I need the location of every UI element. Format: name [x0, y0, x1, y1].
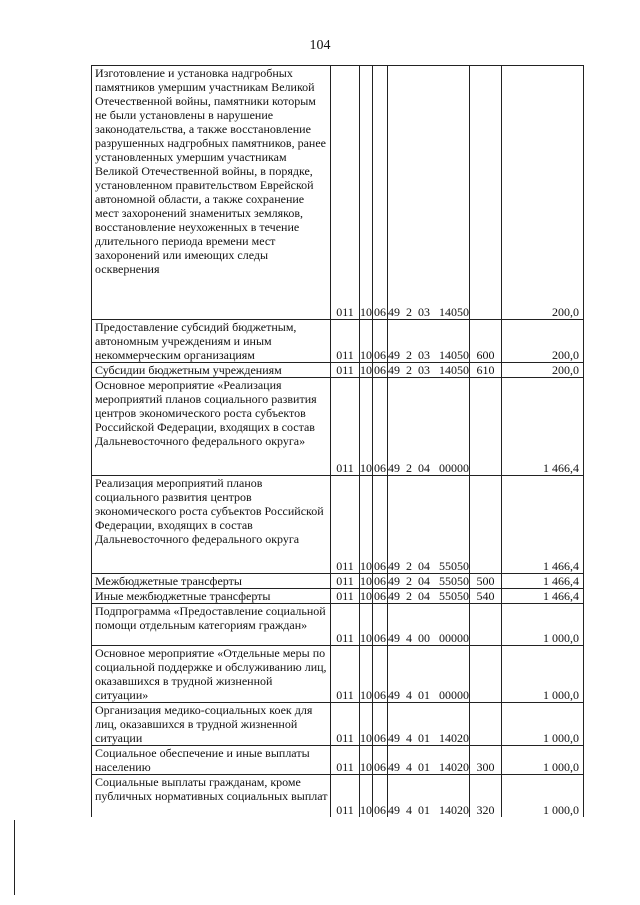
csr-cell	[388, 574, 470, 589]
p3-value: 03	[418, 363, 430, 377]
p4-value: 14020	[439, 760, 469, 774]
p2-value: 4	[406, 688, 412, 702]
rz-cell	[360, 589, 373, 604]
vr-cell	[470, 476, 502, 574]
amount-value: 1 000,0	[543, 760, 579, 774]
row-name	[92, 604, 331, 646]
amount-value: 200,0	[552, 348, 579, 362]
p4-value: 14020	[439, 731, 469, 745]
p4-value: 14050	[439, 348, 469, 362]
name-value: Иные межбюджетные трансферты	[95, 589, 271, 603]
p1-value: 49	[388, 559, 400, 573]
rz-value: 10	[360, 631, 372, 645]
p4-value: 14020	[439, 802, 469, 817]
p1-value: 49	[388, 348, 400, 362]
p4-value: 00000	[439, 461, 469, 475]
rz-value: 10	[360, 589, 372, 603]
pr-value: 06	[374, 688, 386, 702]
name-value: Основное мероприятие «Реализация мероприятий планов социального развития центров экономического роста субъектов Российской Федерации, входящих в состав Дальневосточного федерального округа»	[95, 378, 317, 448]
vr-value: 610	[476, 363, 495, 377]
vr-cell	[470, 775, 502, 817]
name-value: Подпрограмма «Предоставление социальной помощи отдельным категориям граждан»	[95, 604, 326, 632]
rz-cell	[360, 604, 373, 646]
rz-cell	[360, 476, 373, 574]
vr-cell	[470, 746, 502, 775]
csr-cell	[388, 476, 470, 574]
amount-cell	[502, 66, 584, 320]
vr-cell	[470, 66, 502, 320]
rz-value: 10	[360, 688, 372, 702]
row-name	[92, 378, 331, 476]
vr-cell	[470, 574, 502, 589]
p3-value: 03	[418, 305, 430, 319]
row-name	[92, 66, 331, 320]
grbs-cell	[331, 574, 360, 589]
pr-value: 06	[374, 731, 386, 745]
rz-cell	[360, 746, 373, 775]
vr-value: 600	[476, 348, 495, 362]
pr-cell	[373, 646, 388, 703]
table-body	[92, 66, 584, 817]
grbs-value: 011	[336, 574, 354, 588]
amount-cell	[502, 476, 584, 574]
amount-value: 1 000,0	[543, 688, 579, 702]
row-name	[92, 320, 331, 363]
amount-cell	[502, 703, 584, 746]
grbs-value: 011	[336, 731, 354, 745]
table-row	[92, 746, 584, 775]
grbs-cell	[331, 589, 360, 604]
rz-cell	[360, 320, 373, 363]
table-row	[92, 703, 584, 746]
grbs-cell	[331, 604, 360, 646]
amount-value: 1 466,4	[543, 461, 579, 475]
rz-cell	[360, 363, 373, 378]
grbs-cell	[331, 66, 360, 320]
grbs-value: 011	[336, 461, 354, 475]
rz-value: 10	[360, 574, 372, 588]
csr-cell	[388, 646, 470, 703]
p1-value: 49	[388, 589, 400, 603]
amount-value: 200,0	[552, 305, 579, 319]
vr-value: 300	[476, 760, 495, 774]
pr-cell	[373, 589, 388, 604]
amount-value: 1 466,4	[543, 589, 579, 603]
grbs-cell	[331, 646, 360, 703]
pr-value: 06	[374, 363, 386, 377]
rz-value: 10	[360, 760, 372, 774]
pr-value: 06	[374, 631, 386, 645]
name-value: Реализация мероприятий планов социального развития центров экономического роста субъектов Российской Федерации, входящих в состав Дальневосточного федерального округа	[95, 476, 324, 546]
p2-value: 4	[406, 802, 412, 817]
vr-value: 500	[476, 574, 495, 588]
vr-cell	[470, 589, 502, 604]
csr-cell	[388, 604, 470, 646]
pr-cell	[373, 775, 388, 817]
table-row	[92, 320, 584, 363]
amount-cell	[502, 604, 584, 646]
grbs-value: 011	[336, 363, 354, 377]
vr-cell	[470, 646, 502, 703]
csr-cell	[388, 746, 470, 775]
grbs-cell	[331, 320, 360, 363]
p1-value: 49	[388, 305, 400, 319]
p2-value: 4	[406, 631, 412, 645]
grbs-value: 011	[336, 305, 354, 319]
p1-value: 49	[388, 461, 400, 475]
amount-value: 1 000,0	[543, 631, 579, 645]
p3-value: 03	[418, 348, 430, 362]
name-value: Основное мероприятие «Отдельные меры по социальной поддержке и обслуживанию лиц, оказавшихся в трудной жизненной ситуации»	[95, 646, 327, 702]
table-row	[92, 476, 584, 574]
amount-cell	[502, 363, 584, 378]
rz-value: 10	[360, 802, 372, 817]
rz-value: 10	[360, 731, 372, 745]
p1-value: 49	[388, 731, 400, 745]
rz-value: 10	[360, 559, 372, 573]
rz-value: 10	[360, 363, 372, 377]
p3-value: 04	[418, 559, 430, 573]
pr-value: 06	[374, 760, 386, 774]
rz-cell	[360, 378, 373, 476]
p2-value: 2	[406, 363, 412, 377]
p4-value: 14050	[439, 363, 469, 377]
p2-value: 2	[406, 574, 412, 588]
p4-value: 00000	[439, 631, 469, 645]
rz-cell	[360, 775, 373, 817]
rz-value: 10	[360, 305, 372, 319]
grbs-cell	[331, 476, 360, 574]
rz-cell	[360, 66, 373, 320]
pr-value: 06	[374, 802, 386, 817]
pr-cell	[373, 703, 388, 746]
amount-cell	[502, 320, 584, 363]
pr-cell	[373, 363, 388, 378]
grbs-cell	[331, 775, 360, 817]
name-value: Субсидии бюджетным учреждениям	[95, 363, 282, 377]
amount-cell	[502, 589, 584, 604]
table-row	[92, 604, 584, 646]
vr-cell	[470, 703, 502, 746]
table-row	[92, 66, 584, 320]
grbs-cell	[331, 746, 360, 775]
p3-value: 01	[418, 760, 430, 774]
amount-value: 1 000,0	[543, 731, 579, 745]
p2-value: 2	[406, 589, 412, 603]
amount-value: 1 000,0	[543, 802, 579, 817]
grbs-value: 011	[336, 631, 354, 645]
amount-value: 200,0	[552, 363, 579, 377]
pr-cell	[373, 320, 388, 363]
budget-table	[91, 65, 584, 817]
p3-value: 01	[418, 731, 430, 745]
grbs-value: 011	[336, 589, 354, 603]
p4-value: 55050	[439, 589, 469, 603]
grbs-value: 011	[336, 559, 354, 573]
vr-value: 540	[476, 589, 495, 603]
p3-value: 04	[418, 461, 430, 475]
grbs-cell	[331, 703, 360, 746]
row-name	[92, 746, 331, 775]
p1-value: 49	[388, 363, 400, 377]
pr-cell	[373, 574, 388, 589]
pr-cell	[373, 66, 388, 320]
rz-cell	[360, 703, 373, 746]
table-row	[92, 574, 584, 589]
rz-value: 10	[360, 348, 372, 362]
name-value: Организация медико-социальных коек для лиц, оказавшихся в трудной жизненной ситуации	[95, 703, 313, 745]
margin-line	[14, 820, 15, 895]
p3-value: 00	[418, 631, 430, 645]
table-row	[92, 378, 584, 476]
grbs-value: 011	[336, 760, 354, 774]
p1-value: 49	[388, 688, 400, 702]
name-value: Социальные выплаты гражданам, кроме публичных нормативных социальных выплат	[95, 775, 328, 803]
row-name	[92, 476, 331, 574]
p2-value: 2	[406, 305, 412, 319]
pr-cell	[373, 476, 388, 574]
rz-cell	[360, 574, 373, 589]
amount-value: 1 466,4	[543, 574, 579, 588]
rz-cell	[360, 646, 373, 703]
pr-value: 06	[374, 559, 386, 573]
rz-value: 10	[360, 461, 372, 475]
vr-cell	[470, 378, 502, 476]
csr-cell	[388, 66, 470, 320]
amount-cell	[502, 746, 584, 775]
pr-cell	[373, 746, 388, 775]
csr-cell	[388, 589, 470, 604]
p2-value: 4	[406, 760, 412, 774]
p1-value: 49	[388, 760, 400, 774]
p4-value: 00000	[439, 688, 469, 702]
p2-value: 2	[406, 348, 412, 362]
p2-value: 4	[406, 731, 412, 745]
vr-cell	[470, 320, 502, 363]
pr-value: 06	[374, 348, 386, 362]
grbs-value: 011	[336, 802, 354, 817]
name-value: Предоставление субсидий бюджетным, автономным учреждениям и иным некоммерческим организациям	[95, 320, 297, 362]
row-name	[92, 363, 331, 378]
table-row	[92, 363, 584, 378]
p4-value: 14050	[439, 305, 469, 319]
p2-value: 2	[406, 461, 412, 475]
page-number: 104	[309, 38, 331, 53]
p4-value: 55050	[439, 574, 469, 588]
p3-value: 04	[418, 574, 430, 588]
vr-cell	[470, 604, 502, 646]
amount-cell	[502, 646, 584, 703]
pr-value: 06	[374, 574, 386, 588]
csr-cell	[388, 703, 470, 746]
grbs-value: 011	[336, 688, 354, 702]
vr-cell	[470, 363, 502, 378]
vr-value: 320	[476, 802, 495, 817]
p3-value: 01	[418, 802, 430, 817]
p2-value: 2	[406, 559, 412, 573]
table-row	[92, 775, 584, 817]
row-name	[92, 574, 331, 589]
name-value: Изготовление и установка надгробных памятников умершим участникам Великой Отечественной войны, памятники которым не были установлены в нарушение законодательства, а также восстановление разрушенных надгробных памятников, ранее установленных умершим участникам Великой Отечественной войны, в порядке, установленном правительством Еврейской автономной области, а также сохранение мест захоронений знаменитых земляков, восстановление неухоженных в течение длительного периода времени мест захоронений или имеющих следы осквернения	[95, 66, 326, 276]
row-name	[92, 703, 331, 746]
row-name	[92, 775, 331, 817]
amount-cell	[502, 378, 584, 476]
name-value: Социальное обеспечение и иные выплаты населению	[95, 746, 310, 774]
amount-value: 1 466,4	[543, 559, 579, 573]
row-name	[92, 646, 331, 703]
grbs-value: 011	[336, 348, 354, 362]
csr-cell	[388, 775, 470, 817]
table-row	[92, 646, 584, 703]
pr-cell	[373, 378, 388, 476]
p1-value: 49	[388, 574, 400, 588]
name-value: Межбюджетные трансферты	[95, 574, 242, 588]
grbs-cell	[331, 378, 360, 476]
pr-value: 06	[374, 461, 386, 475]
p3-value: 01	[418, 688, 430, 702]
pr-value: 06	[374, 305, 386, 319]
p1-value: 49	[388, 631, 400, 645]
amount-cell	[502, 574, 584, 589]
p4-value: 55050	[439, 559, 469, 573]
csr-cell	[388, 378, 470, 476]
p1-value: 49	[388, 802, 400, 817]
table-row	[92, 589, 584, 604]
pr-value: 06	[374, 589, 386, 603]
pr-cell	[373, 604, 388, 646]
row-name	[92, 589, 331, 604]
csr-cell	[388, 363, 470, 378]
p3-value: 04	[418, 589, 430, 603]
grbs-cell	[331, 363, 360, 378]
amount-cell	[502, 775, 584, 817]
csr-cell	[388, 320, 470, 363]
